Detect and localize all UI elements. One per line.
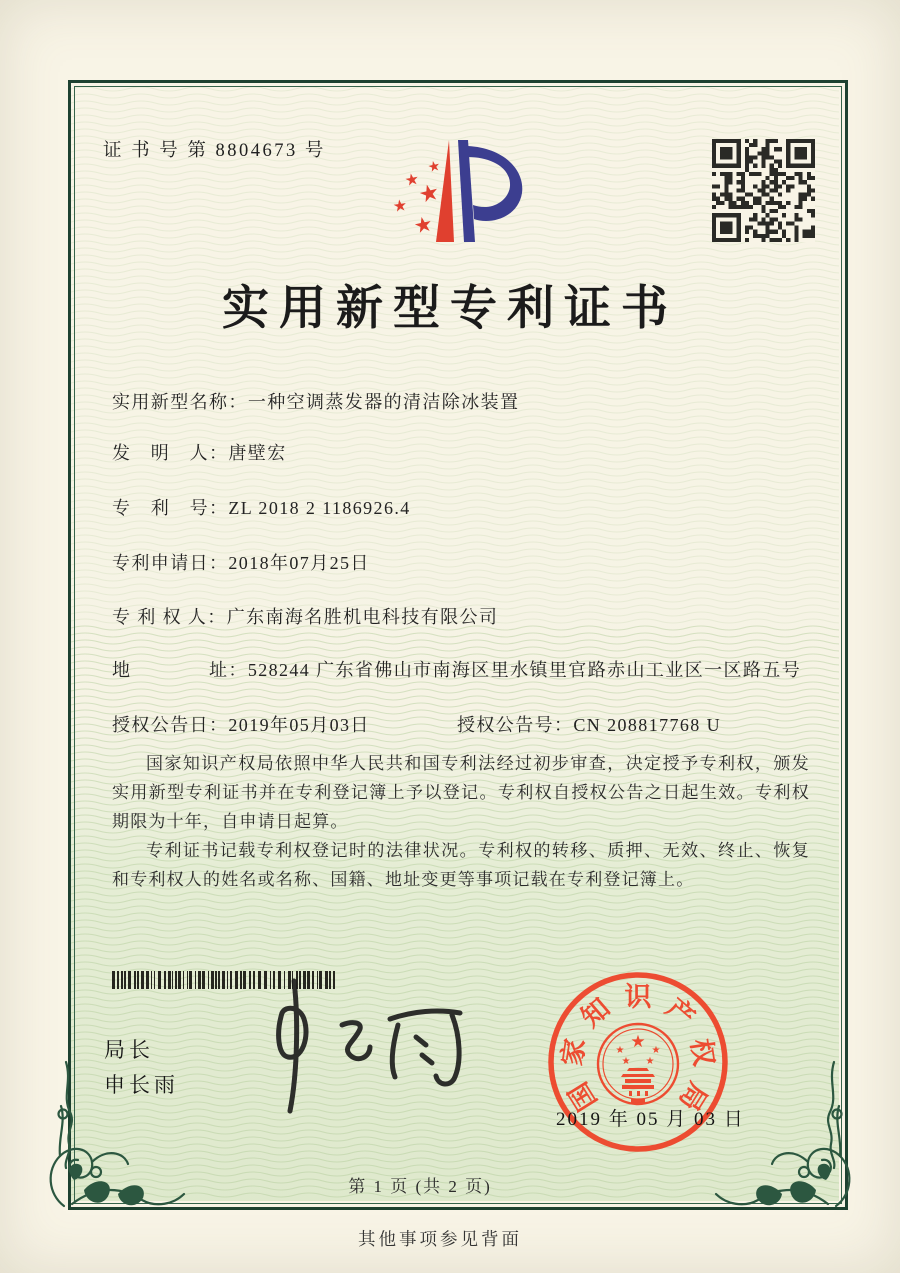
qr-code — [712, 139, 815, 242]
commissioner-signature — [238, 975, 478, 1120]
field-patentee — [112, 604, 812, 630]
field-grant-row — [112, 712, 812, 740]
patent-number-value: ZL 2018 2 1186926.4 — [228, 498, 411, 518]
grant-number-label: 授权公告号： — [457, 715, 574, 735]
legal-paragraph-1: 国家知识产权局依照中华人民共和国专利法经过初步审查，决定授予专利权，颁发实用新型专利证书并在专利登记簿上予以登记。专利权自授权公告之日起生效。专利权期限为十年，自申请日起算。 — [112, 754, 810, 831]
filing-date-value: 2018年07月25日 — [228, 553, 370, 573]
utility-model-name-label: 实用新型名称： — [112, 392, 248, 412]
patent-number-label: 专 利 号： — [112, 498, 229, 518]
commissioner-name: 申长雨 — [104, 1074, 179, 1097]
certificate-title: 实用新型专利证书 — [222, 283, 678, 335]
svg-text:★: ★ — [391, 195, 409, 216]
national-emblem-icon — [598, 1024, 678, 1104]
back-note: 其他事项参见背面 — [358, 1229, 522, 1249]
inventor-label: 发 明 人： — [112, 443, 229, 463]
field-utility-model-name — [112, 389, 812, 415]
utility-model-name-value: 一种空调蒸发器的清洁除冰装置 — [247, 392, 520, 412]
address-label: 地 址： — [112, 660, 248, 680]
svg-text:国: 国 — [563, 1077, 603, 1116]
svg-text:产: 产 — [660, 992, 701, 1033]
svg-text:★: ★ — [426, 157, 443, 177]
patentee-value: 广东南海名胜机电科技有限公司 — [226, 607, 499, 627]
svg-text:★: ★ — [621, 1056, 631, 1067]
svg-text:权: 权 — [685, 1036, 720, 1068]
svg-text:★: ★ — [411, 211, 435, 239]
page-indicator: 第 1 页 (共 2 页) — [348, 1177, 492, 1196]
svg-text:★: ★ — [630, 1032, 646, 1052]
field-address — [112, 657, 812, 683]
legal-paragraph-2: 专利证书记载专利权登记时的法律状况。专利权的转移、质押、无效、终止、恢复和专利权人的姓名或名称、国籍、地址变更等事项记载在专利登记簿上。 — [112, 841, 810, 889]
svg-text:★: ★ — [416, 178, 443, 210]
field-patent-number — [112, 495, 812, 521]
inventor-value: 唐壁宏 — [228, 443, 287, 463]
field-filing-date — [112, 550, 812, 576]
svg-text:家: 家 — [556, 1036, 591, 1068]
seal-date: 2019 年 05 月 03 日 — [556, 1109, 745, 1130]
field-grant-date — [112, 712, 370, 738]
cnipa-logo-icon — [372, 136, 542, 256]
grant-date-label: 授权公告日： — [112, 715, 229, 735]
commissioner-title: 局长 — [104, 1039, 154, 1062]
filing-date-label: 专利申请日： — [112, 553, 229, 573]
svg-text:局: 局 — [673, 1077, 713, 1116]
grant-date-value: 2019年05月03日 — [228, 715, 370, 735]
svg-text:★: ★ — [403, 168, 421, 191]
svg-text:★: ★ — [615, 1045, 625, 1056]
svg-text:★: ★ — [645, 1056, 655, 1067]
svg-text:识: 识 — [624, 982, 652, 1012]
patentee-label: 专 利 权 人： — [112, 607, 227, 627]
svg-text:知: 知 — [575, 992, 616, 1033]
grant-number-value: CN 208817768 U — [573, 715, 722, 735]
address-value: 528244 广东省佛山市南海区里水镇里官路赤山工业区一区路五号 — [247, 660, 802, 680]
certificate-number: 证 书 号 第 8804673 号 — [103, 141, 326, 161]
svg-text:★: ★ — [651, 1045, 661, 1056]
field-grant-number — [457, 712, 721, 738]
field-inventor — [112, 440, 812, 466]
